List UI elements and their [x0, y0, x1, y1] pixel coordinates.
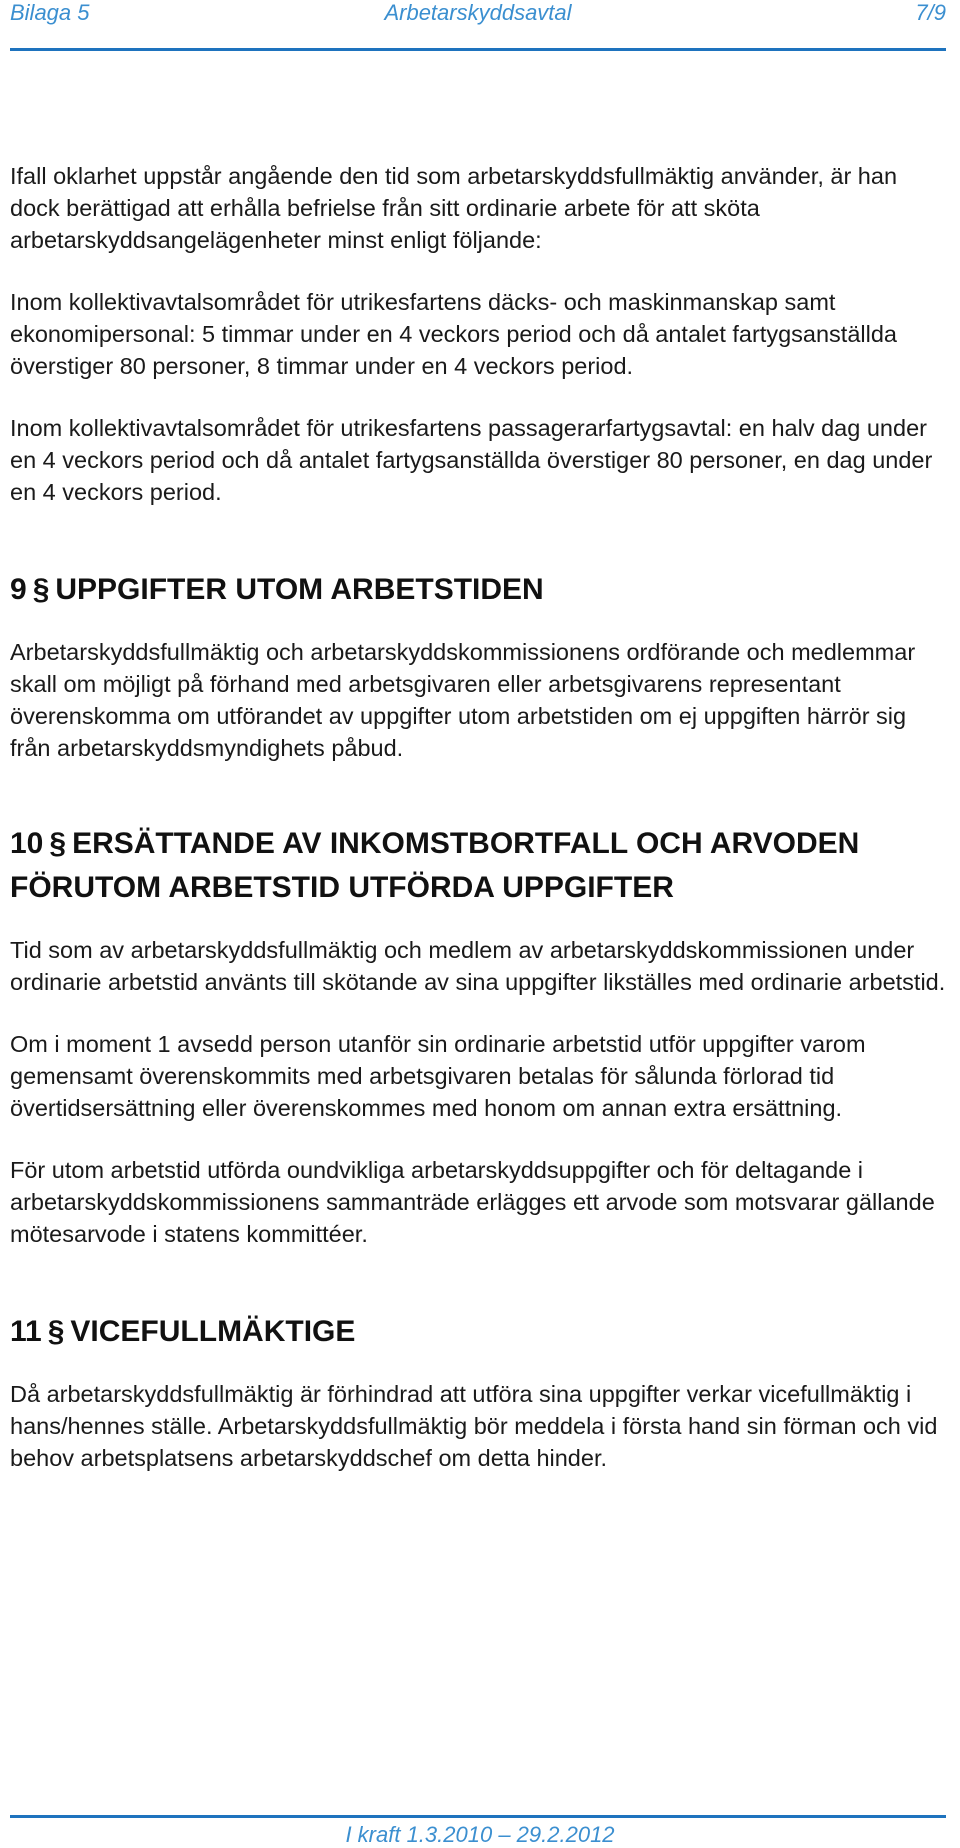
header-document-title: Arbetarskyddsavtal — [384, 0, 572, 25]
section-heading-11 — [10, 1310, 946, 1354]
section-number: 9 — [10, 573, 27, 606]
intro-paragraph: Inom kollektivavtalsområdet för utrikesfartens däcks- och maskinmanskap samt ekonomipersonal: 5 timmar under en 4 veckors period och då antalet fartygsanställda överstiger 80 personer, 8 timmar under en 4 veckors period. — [10, 289, 897, 379]
footer-divider — [10, 1815, 946, 1818]
section-symbol: § — [47, 1315, 65, 1348]
section-paragraph: Om i moment 1 avsedd person utanför sin ordinarie arbetstid utför uppgifter varom gemensamt överenskommits med arbetsgivaren betalas för sålunda förlorad tid övertidsersättning eller överenskommes med honom om annan extra ersättning. — [10, 1031, 866, 1121]
section-heading-9 — [10, 568, 946, 612]
section-title: ERSÄTTANDE AV INKOMSTBORTFALL OCH ARVODEN FÖRUTOM ARBETSTID UTFÖRDA UPPGIFTER — [10, 827, 860, 904]
section-heading-10 — [10, 822, 946, 910]
document-body — [10, 160, 946, 1504]
page-header — [10, 0, 946, 28]
intro-paragraph: Ifall oklarhet uppstår angående den tid som arbetarskyddsfullmäktig använder, är han dock berättigad att erhålla befrielse från sitt ordinarie arbete för att sköta arbetarskyddsangelägenheter minst enligt följande: — [10, 163, 898, 253]
section-title: VICEFULLMÄKTIGE — [70, 1315, 356, 1348]
section-paragraph: Arbetarskyddsfullmäktig och arbetarskyddskommissionens ordförande och medlemmar skall om möjligt på förhand med arbetsgivaren eller arbetsgivarens representant överenskomma om utförandet av uppgifter utom arbetstiden om ej uppgiften härrör sig från arbetarskyddsmyndighets påbud. — [10, 639, 916, 761]
header-appendix-label: Bilaga 5 — [10, 0, 90, 25]
section-number: 10 — [10, 827, 44, 860]
footer-validity-period: I kraft 1.3.2010 – 29.2.2012 — [345, 1822, 615, 1847]
section-title: UPPGIFTER UTOM ARBETSTIDEN — [55, 573, 544, 606]
header-page-number: 7/9 — [915, 0, 946, 25]
header-divider — [10, 48, 946, 51]
section-paragraph: För utom arbetstid utförda oundvikliga arbetarskyddsuppgifter och för deltagande i arbetarskyddskommissionens sammanträde erlägges ett arvode som motsvarar gällande mötesarvode i statens kommittéer. — [10, 1157, 935, 1247]
section-paragraph: Då arbetarskyddsfullmäktig är förhindrad att utföra sina uppgifter verkar vicefullmäktig i hans/hennes ställe. Arbetarskyddsfullmäktig bör meddela i första hand sin förman och vid behov arbetsplatsens arbetarskyddschef om detta hinder. — [10, 1381, 938, 1471]
section-paragraph: Tid som av arbetarskyddsfullmäktig och medlem av arbetarskyddskommissionen under ordinarie arbetstid använts till skötande av sina uppgifter likställes med ordinarie arbetstid. — [10, 937, 946, 995]
section-number: 11 — [10, 1315, 42, 1348]
section-symbol: § — [49, 827, 67, 860]
intro-paragraph: Inom kollektivavtalsområdet för utrikesfartens passagerarfartygsavtal: en halv dag under en 4 veckors period och då antalet fartygsanställda överstiger 80 personer, en dag under en 4 veckors period. — [10, 415, 933, 505]
section-symbol: § — [32, 573, 50, 606]
